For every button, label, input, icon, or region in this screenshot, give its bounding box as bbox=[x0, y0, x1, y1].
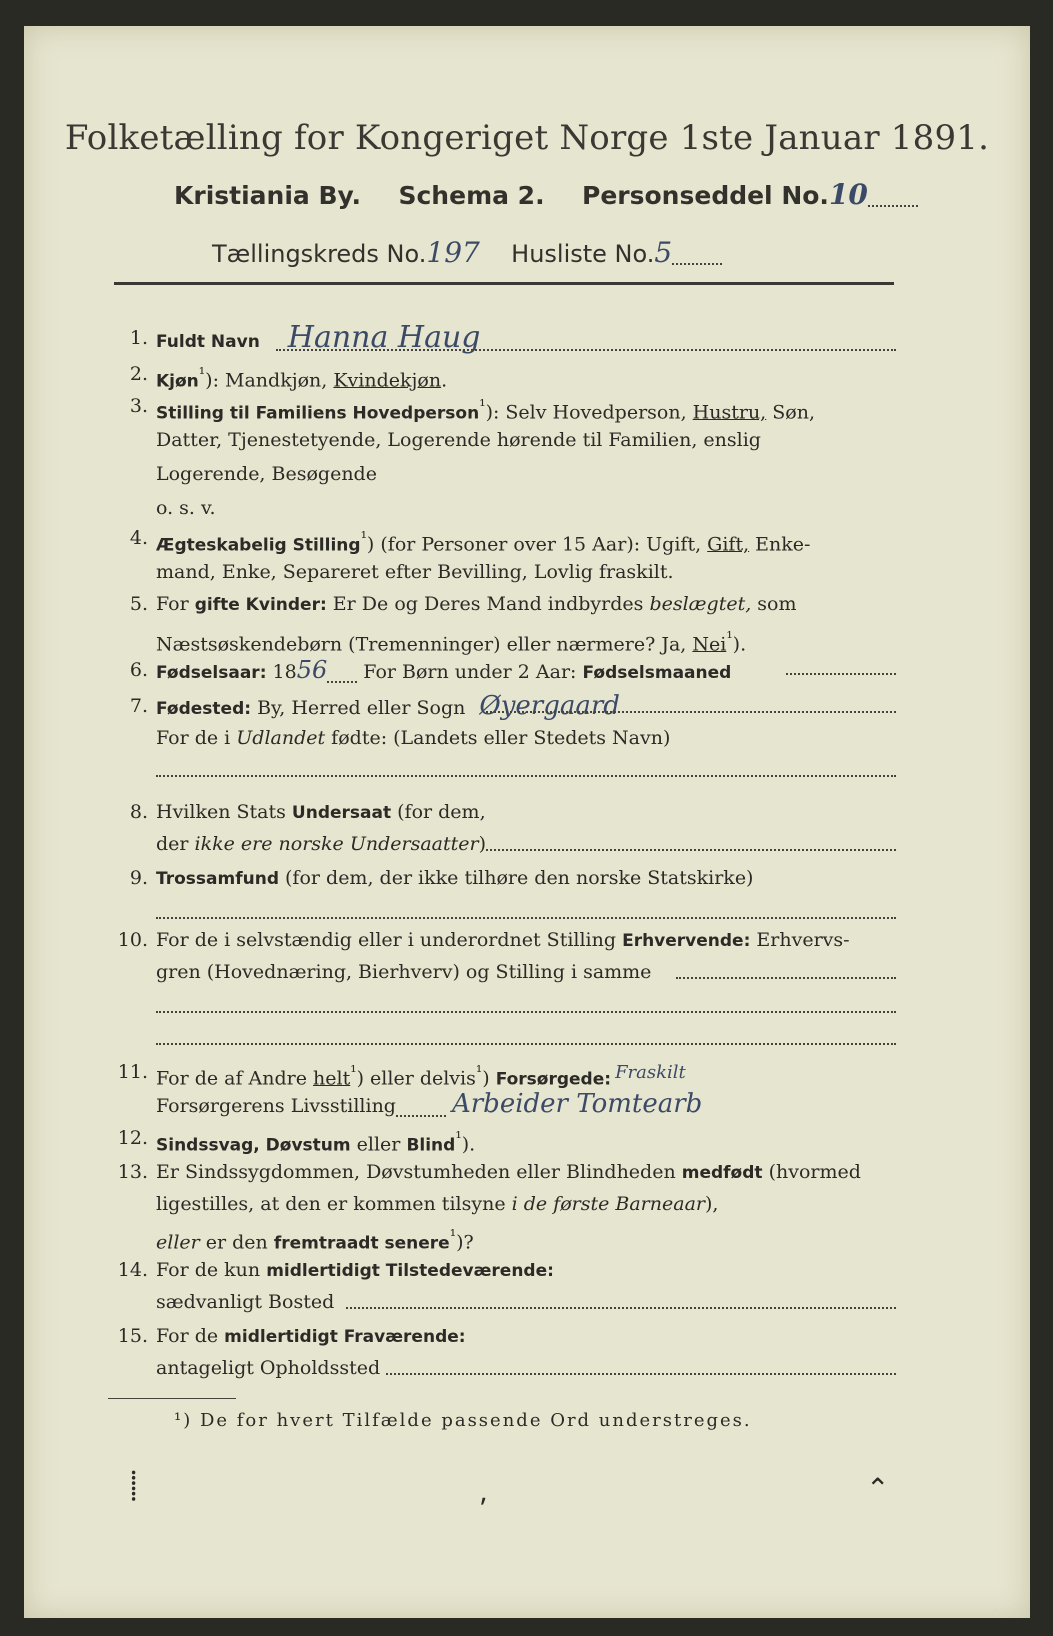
birth-month-question: For Børn under 2 Aar: bbox=[357, 661, 583, 683]
footnote-marker: ¹ bbox=[350, 1062, 357, 1081]
footnote-marker: ¹ bbox=[726, 628, 733, 647]
item-number: 8. bbox=[129, 801, 148, 823]
birthplace-value: Øyergaard bbox=[479, 691, 620, 721]
dependent-label: Forsørgede: bbox=[495, 1069, 612, 1090]
footnote-marker: ¹ bbox=[455, 1128, 462, 1147]
birth-month-label: Fødselsmaaned bbox=[582, 663, 732, 683]
later-onset-label: fremtraadt senere bbox=[273, 1233, 450, 1254]
text: der bbox=[156, 833, 195, 855]
margin-mark: ⸴ bbox=[480, 1479, 488, 1512]
married-women-label: gifte Kvinder: bbox=[194, 595, 327, 615]
dependent-value: Fraskilt bbox=[615, 1062, 686, 1084]
item-number: 2. bbox=[129, 363, 148, 385]
family-position-label: Stilling til Familiens Hovedperson bbox=[156, 403, 480, 424]
text: ). bbox=[732, 633, 747, 656]
footnote-marker: ¹ bbox=[360, 528, 367, 547]
kinship-line2: Næstsøskendebørn (Tremenninger) eller nærmere? Ja, bbox=[156, 633, 693, 656]
provider-occupation-value: Arbeider Tomtearb bbox=[451, 1089, 703, 1119]
family-position-line2: Datter, Tjenestetyende, Logerende hørende til Familien, enslig bbox=[156, 429, 761, 451]
item-number: 6. bbox=[129, 659, 148, 681]
husliste-number: 5 bbox=[654, 236, 673, 269]
disability-label: Sindssvag, Døvstum bbox=[156, 1135, 351, 1156]
occupation-line2: gren (Hovednæring, Bierhverv) og Stilling i samme bbox=[156, 961, 652, 983]
religion-label: Trossamfund bbox=[156, 869, 279, 889]
text: ligestilles, at den er kommen tilsyne bbox=[156, 1193, 512, 1215]
form-title: Folketælling for Kongeriget Norge 1ste Januar 1891. bbox=[64, 118, 990, 158]
text: (hvormed bbox=[762, 1161, 861, 1183]
text: For de bbox=[156, 1325, 225, 1347]
footnote-rule bbox=[108, 1398, 236, 1399]
family-position-selected: Hustru, bbox=[692, 401, 767, 424]
kinship-italic: beslægtet, bbox=[649, 593, 752, 615]
citizenship-label: Undersaat bbox=[291, 803, 392, 823]
marital-status-selected: Gift, bbox=[707, 533, 750, 556]
text: Er Sindssygdommen, Døvstumheden eller Blindheden bbox=[156, 1161, 682, 1183]
item-number: 10. bbox=[117, 929, 148, 951]
item-number: 14. bbox=[117, 1259, 148, 1281]
sex-selected: Kvindekjøn bbox=[333, 369, 442, 392]
item-number: 7. bbox=[129, 695, 148, 717]
taellingskreds-label: Tællingskreds No. bbox=[212, 240, 427, 268]
birth-year-label: Fødselsaar: bbox=[156, 663, 267, 683]
item-number: 9. bbox=[129, 867, 148, 889]
item-number: 15. bbox=[117, 1325, 148, 1347]
childhood-italic: i de første Barneaar bbox=[511, 1193, 705, 1215]
text: Erhvervs- bbox=[750, 929, 850, 951]
full-name-label: Fuldt Navn bbox=[156, 332, 260, 352]
item-number: 3. bbox=[129, 395, 148, 417]
schema-label: Schema 2. bbox=[398, 181, 545, 210]
text: eller bbox=[350, 1133, 407, 1156]
citizenship-italic: ikke ere norske Undersaatter bbox=[194, 833, 479, 855]
text: som bbox=[751, 593, 797, 615]
footnote: ¹) De for hvert Tilfælde passende Ord understreges. bbox=[174, 1410, 752, 1431]
temporarily-present-label: midlertidigt Tilstedeværende: bbox=[266, 1261, 554, 1281]
family-position-line4: o. s. v. bbox=[156, 497, 216, 519]
text: )? bbox=[456, 1231, 474, 1254]
footnote-marker: ¹ bbox=[475, 1062, 483, 1081]
or-italic: eller bbox=[156, 1231, 200, 1254]
item-number: 5. bbox=[129, 593, 148, 615]
punctuation: . bbox=[441, 369, 448, 392]
family-position-options-end: Søn, bbox=[766, 401, 816, 424]
item-number: 4. bbox=[129, 527, 148, 549]
occupation-label: Erhvervende: bbox=[622, 931, 751, 951]
marital-status-options: ) (for Personer over 15 Aar): Ugift, bbox=[366, 533, 708, 556]
margin-mark: ⌃ bbox=[866, 1472, 890, 1505]
text: (for dem, bbox=[391, 801, 486, 823]
birth-year-value: 56 bbox=[296, 656, 328, 684]
religion-question: (for dem, der ikke tilhøre den norske Statskirke) bbox=[278, 867, 754, 889]
text: For bbox=[156, 593, 195, 615]
form-subtitle-2 bbox=[212, 236, 722, 269]
husliste-label: Husliste No. bbox=[511, 240, 655, 268]
text: For de i bbox=[156, 727, 237, 749]
family-position-line3: Logerende, Besøgende bbox=[156, 463, 377, 485]
birthplace-question: By, Herred eller Sogn bbox=[251, 697, 466, 719]
kinship-selected: Nei bbox=[692, 633, 727, 656]
birth-year-prefix: 18 bbox=[266, 661, 297, 683]
sex-options: ): Mandkjøn, bbox=[205, 369, 334, 392]
support-selected: helt bbox=[313, 1067, 351, 1090]
text: For de kun bbox=[156, 1259, 267, 1281]
census-form-sheet bbox=[24, 26, 1030, 1618]
text: ), bbox=[705, 1193, 719, 1215]
item-number: 12. bbox=[117, 1127, 148, 1149]
kinship-question: Er De og Deres Mand indbyrdes bbox=[326, 593, 650, 615]
text: For de i selvstændig eller i underordnet Stilling bbox=[156, 929, 623, 951]
blind-label: Blind bbox=[406, 1135, 456, 1156]
provider-occupation-label: Forsørgerens Livsstilling bbox=[156, 1095, 396, 1117]
sex-label: Kjøn bbox=[156, 371, 199, 392]
temporarily-absent-label: midlertidigt Fraværende: bbox=[224, 1327, 466, 1347]
marital-status-line2: mand, Enke, Separeret efter Bevilling, Lovlig fraskilt. bbox=[156, 561, 674, 583]
header-rule bbox=[114, 282, 894, 285]
taellingskreds-number: 197 bbox=[426, 236, 480, 269]
probable-residence-label: antageligt Opholdssted bbox=[156, 1357, 381, 1379]
congenital-label: medfødt bbox=[681, 1163, 763, 1183]
text: ). bbox=[461, 1133, 476, 1156]
form-subtitle bbox=[174, 178, 918, 211]
family-position-options: ): Selv Hovedperson, bbox=[485, 401, 693, 424]
full-name-value: Hanna Haug bbox=[287, 320, 481, 355]
margin-mark: ⸽ bbox=[130, 1469, 138, 1502]
usual-residence-label: sædvanligt Bosted bbox=[156, 1291, 335, 1313]
item-number: 1. bbox=[129, 327, 148, 349]
text: ) bbox=[482, 1067, 496, 1090]
city-label: Kristiania By. bbox=[174, 181, 362, 210]
item-number: 13. bbox=[117, 1161, 148, 1183]
personseddel-number: 10 bbox=[828, 178, 868, 211]
personseddel-label: Personseddel No. bbox=[582, 181, 829, 210]
birthplace-label: Fødested: bbox=[156, 699, 252, 719]
footnote-marker: ¹ bbox=[198, 364, 206, 383]
text: er den bbox=[199, 1231, 274, 1254]
text: Hvilken Stats bbox=[156, 801, 292, 823]
marital-status-label: Ægteskabelig Stilling bbox=[156, 535, 361, 556]
text: ) eller delvis bbox=[356, 1067, 476, 1090]
item-number: 11. bbox=[117, 1061, 148, 1083]
footnote-marker: ¹ bbox=[449, 1226, 457, 1245]
text: ) bbox=[478, 833, 486, 855]
text: For de af Andre bbox=[156, 1067, 314, 1090]
abroad-italic: Udlandet bbox=[236, 727, 326, 749]
marital-status-options-end: Enke- bbox=[749, 533, 811, 556]
abroad-question: fødte: (Landets eller Stedets Navn) bbox=[325, 727, 671, 749]
footnote-marker: ¹ bbox=[479, 396, 486, 415]
